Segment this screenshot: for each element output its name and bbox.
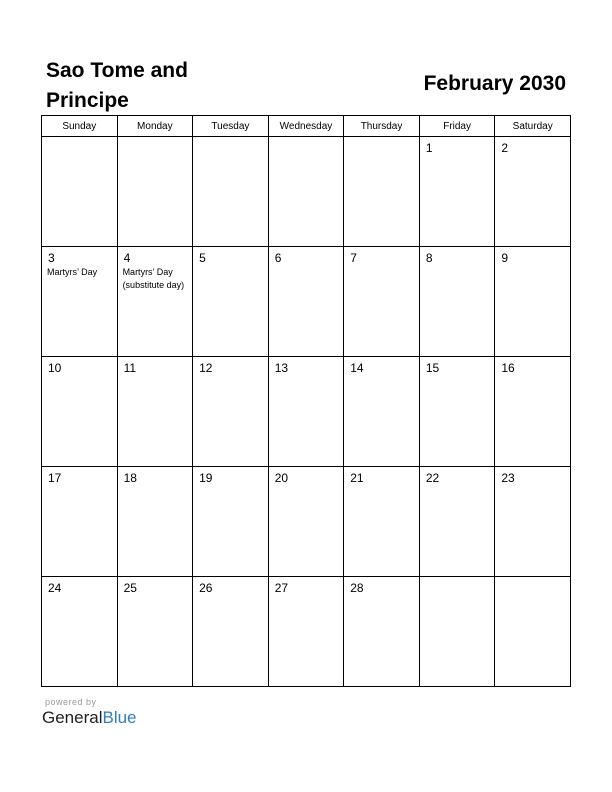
week-row <box>42 577 571 687</box>
day-number: 3 <box>48 251 55 265</box>
day-number: 15 <box>425 361 440 375</box>
day-number: 12 <box>199 361 213 375</box>
day-cell <box>419 137 495 247</box>
brand-name-part2: Blue <box>102 708 137 727</box>
holiday-label: Martyrs’ Day <box>47 267 98 277</box>
day-cell <box>344 357 420 467</box>
calendar-month-title: February 2030 <box>423 72 566 95</box>
day-cell <box>495 357 571 467</box>
day-number: 8 <box>425 251 433 265</box>
day-cell <box>268 137 344 247</box>
day-number: 5 <box>199 251 206 265</box>
day-number: 21 <box>350 471 364 485</box>
powered-by-label: powered by <box>45 697 97 707</box>
day-cell <box>495 577 571 687</box>
generalblue-logo[interactable] <box>42 708 137 728</box>
day-cell <box>268 467 344 577</box>
day-cell <box>419 577 495 687</box>
day-number: 13 <box>274 361 289 375</box>
brand-name-part1: General <box>42 708 103 727</box>
day-cell <box>268 577 344 687</box>
weekday-header: Thursday <box>344 116 420 137</box>
day-cell <box>344 577 420 687</box>
day-number: 23 <box>501 471 515 485</box>
day-cell <box>117 577 193 687</box>
day-number: 6 <box>274 251 282 265</box>
day-number: 17 <box>48 471 62 485</box>
day-cell <box>495 247 571 357</box>
weekday-header-row <box>42 116 571 137</box>
day-number: 19 <box>199 471 213 485</box>
day-cell <box>117 357 193 467</box>
week-row <box>42 137 571 247</box>
day-cell <box>344 467 420 577</box>
week-row <box>42 467 571 577</box>
weekday-header: Saturday <box>495 116 571 137</box>
holiday-label: Martyrs’ Day (substitute day) <box>122 267 185 290</box>
day-cell <box>419 467 495 577</box>
calendar-country-title: Sao Tome and Principe <box>46 59 188 112</box>
day-cell <box>42 137 118 247</box>
day-cell <box>268 357 344 467</box>
day-cell <box>117 137 193 247</box>
day-cell <box>495 137 571 247</box>
weekday-header: Tuesday <box>193 116 269 137</box>
day-number: 24 <box>48 581 62 595</box>
day-number: 16 <box>501 361 515 375</box>
day-cell <box>419 357 495 467</box>
day-number: 10 <box>48 361 62 375</box>
day-cell <box>344 247 420 357</box>
day-cell <box>117 247 193 357</box>
calendar-grid <box>41 115 571 687</box>
day-cell <box>42 247 118 357</box>
day-cell <box>268 247 344 357</box>
day-number: 27 <box>274 581 289 595</box>
day-cell <box>495 467 571 577</box>
day-cell <box>42 357 118 467</box>
day-cell <box>42 577 118 687</box>
day-cell <box>193 577 269 687</box>
day-number: 28 <box>350 581 364 595</box>
day-cell <box>117 467 193 577</box>
day-cell <box>193 357 269 467</box>
week-row <box>42 247 571 357</box>
day-cell <box>344 137 420 247</box>
day-number: 14 <box>350 361 364 375</box>
day-cell <box>193 247 269 357</box>
day-number: 4 <box>123 251 131 265</box>
day-number: 18 <box>123 471 137 485</box>
day-number: 25 <box>123 581 137 595</box>
day-number: 9 <box>501 251 509 265</box>
day-cell <box>193 137 269 247</box>
day-number: 1 <box>425 141 433 155</box>
day-number: 22 <box>425 471 440 485</box>
day-cell <box>419 247 495 357</box>
weekday-header: Sunday <box>42 116 118 137</box>
week-row <box>42 357 571 467</box>
weekday-header: Friday <box>419 116 495 137</box>
day-number: 2 <box>501 141 509 155</box>
day-cell <box>193 467 269 577</box>
day-number: 7 <box>350 251 357 265</box>
day-number: 11 <box>123 361 137 375</box>
day-cell <box>42 467 118 577</box>
weekday-header: Wednesday <box>268 116 344 137</box>
weekday-header: Monday <box>117 116 193 137</box>
day-number: 20 <box>274 471 289 485</box>
day-number: 26 <box>199 581 213 595</box>
